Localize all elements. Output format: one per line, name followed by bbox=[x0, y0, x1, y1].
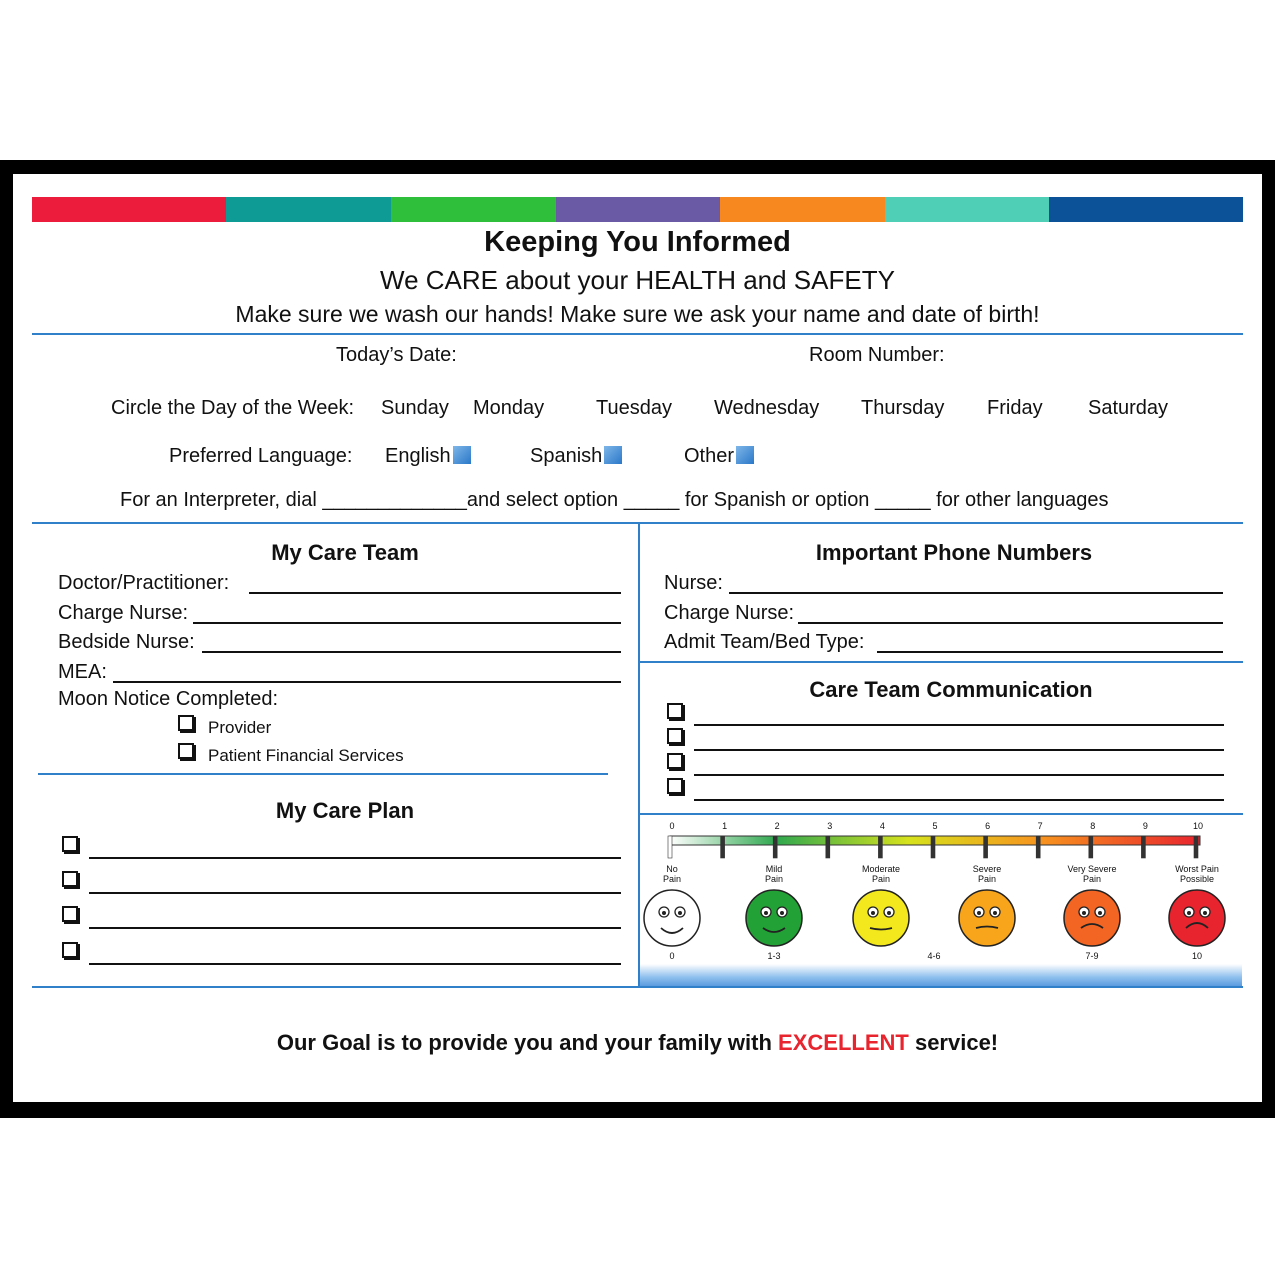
date-label: Today’s Date: bbox=[336, 344, 457, 366]
pain-level-label-line: Pain bbox=[1082, 874, 1101, 884]
pain-level-label bbox=[1062, 864, 1122, 884]
divider bbox=[32, 986, 1243, 988]
admit-team-label: Admit Team/Bed Type: bbox=[664, 631, 865, 653]
color-band bbox=[32, 197, 1243, 222]
language-other-label: Other bbox=[684, 445, 735, 467]
moon-financial-label: Patient Financial Services bbox=[208, 746, 404, 765]
checkbox-icon[interactable] bbox=[178, 743, 194, 759]
language-english-label: English bbox=[385, 445, 451, 467]
bedside-nurse-label: Bedside Nurse: bbox=[58, 631, 195, 653]
communication-line[interactable] bbox=[694, 724, 1224, 726]
pain-number: 9 bbox=[1142, 821, 1148, 831]
care-plan-heading: My Care Plan bbox=[275, 798, 415, 823]
communication-line[interactable] bbox=[694, 749, 1224, 751]
pain-level-label-line: No bbox=[666, 864, 678, 874]
pain-level-label-line: Moderate bbox=[861, 864, 901, 874]
doctor-field[interactable] bbox=[249, 592, 621, 594]
divider bbox=[640, 661, 1243, 663]
pain-tick bbox=[1036, 836, 1040, 858]
pain-face-icon bbox=[957, 888, 1017, 948]
communication-heading: Care Team Communication bbox=[809, 677, 1093, 702]
mea-label: MEA: bbox=[58, 661, 107, 683]
nurse-phone-field[interactable] bbox=[729, 592, 1223, 594]
column-divider bbox=[638, 524, 640, 988]
pain-scale-band bbox=[640, 964, 1242, 988]
pain-level-label-line: Pain bbox=[662, 874, 681, 884]
pain-tick bbox=[721, 836, 725, 858]
day-label: Circle the Day of the Week: bbox=[111, 397, 355, 419]
pain-level-label-line: Very Severe bbox=[1067, 864, 1117, 874]
pain-level-label-line: Pain bbox=[764, 874, 783, 884]
color-band-segment bbox=[391, 197, 556, 222]
pain-range-label: 10 bbox=[1191, 951, 1202, 961]
color-band-segment bbox=[556, 197, 720, 222]
pain-number: 6 bbox=[985, 821, 991, 831]
language-spanish-label: Spanish bbox=[530, 445, 603, 467]
pain-number: 1 bbox=[722, 821, 728, 831]
pain-tick bbox=[1141, 836, 1145, 858]
pain-number: 8 bbox=[1090, 821, 1096, 831]
divider bbox=[640, 813, 1243, 815]
checkbox-icon[interactable] bbox=[736, 446, 754, 464]
charge-nurse-phone-field[interactable] bbox=[798, 622, 1223, 624]
pain-level-label bbox=[957, 864, 1017, 884]
care-team-heading: My Care Team bbox=[271, 540, 419, 565]
divider bbox=[38, 773, 608, 775]
pain-number: 10 bbox=[1192, 821, 1203, 831]
checkbox-icon[interactable] bbox=[667, 728, 683, 744]
mea-field[interactable] bbox=[113, 681, 621, 683]
communication-line[interactable] bbox=[694, 799, 1224, 801]
pain-ruler bbox=[664, 833, 1224, 861]
pain-tick bbox=[773, 836, 777, 858]
day-monday[interactable]: Monday bbox=[473, 397, 545, 419]
day-thursday[interactable]: Thursday bbox=[861, 397, 945, 419]
pain-tick bbox=[668, 836, 672, 858]
pain-number: 4 bbox=[879, 821, 885, 831]
pain-level-label bbox=[1167, 864, 1227, 884]
page-title: Keeping You Informed bbox=[484, 226, 791, 258]
language-spanish[interactable] bbox=[530, 445, 622, 468]
footer-goal bbox=[0, 1030, 1275, 1056]
communication-line[interactable] bbox=[694, 774, 1224, 776]
pain-level-label bbox=[642, 864, 702, 884]
pain-level-label-line: Mild bbox=[765, 864, 783, 874]
divider bbox=[32, 333, 1243, 335]
checkbox-icon[interactable] bbox=[604, 446, 622, 464]
day-sunday[interactable]: Sunday bbox=[381, 397, 449, 419]
checkbox-icon[interactable] bbox=[178, 715, 194, 731]
phone-heading: Important Phone Numbers bbox=[815, 540, 1093, 565]
nurse-phone-label: Nurse: bbox=[664, 572, 723, 594]
footer-highlight: EXCELLENT bbox=[778, 1030, 909, 1055]
checkbox-icon[interactable] bbox=[62, 871, 78, 887]
color-band-segment bbox=[885, 197, 1049, 222]
pain-level-label bbox=[851, 864, 911, 884]
pain-range-label: 7-9 bbox=[1085, 951, 1099, 961]
checkbox-icon[interactable] bbox=[667, 778, 683, 794]
pain-tick bbox=[1194, 836, 1198, 858]
checkbox-icon[interactable] bbox=[62, 942, 78, 958]
pain-number: 0 bbox=[669, 821, 675, 831]
page-subtitle: We CARE about your HEALTH and SAFETY bbox=[380, 265, 895, 295]
language-english[interactable] bbox=[385, 445, 471, 468]
color-band-segment bbox=[32, 197, 226, 222]
color-band-segment bbox=[720, 197, 885, 222]
pain-level-label-line: Severe bbox=[972, 864, 1002, 874]
charge-nurse-field[interactable] bbox=[193, 622, 621, 624]
pain-tick bbox=[1089, 836, 1093, 858]
pain-tick bbox=[878, 836, 882, 858]
charge-nurse-label: Charge Nurse: bbox=[58, 602, 189, 624]
checkbox-icon[interactable] bbox=[453, 446, 471, 464]
pain-range-label: 0 bbox=[669, 951, 675, 961]
footer-text-before: Our Goal is to provide you and your family with bbox=[276, 1030, 779, 1055]
interpreter-instructions: For an Interpreter, dial _____________and select option _____ for Spanish or option _____ for other languages bbox=[120, 489, 1109, 511]
day-saturday[interactable]: Saturday bbox=[1088, 397, 1169, 419]
checkbox-icon[interactable] bbox=[62, 906, 78, 922]
care-plan-line[interactable] bbox=[89, 963, 621, 965]
moon-provider-label: Provider bbox=[208, 718, 272, 737]
care-plan-line[interactable] bbox=[89, 892, 621, 894]
pain-range-label: 4-6 bbox=[927, 951, 941, 961]
pain-face-icon bbox=[1167, 888, 1227, 948]
pain-number: 3 bbox=[827, 821, 833, 831]
pain-range-label: 1-3 bbox=[767, 951, 781, 961]
pain-number: 2 bbox=[774, 821, 780, 831]
care-plan-line[interactable] bbox=[89, 927, 621, 929]
pain-tick bbox=[931, 836, 935, 858]
language-other[interactable] bbox=[684, 445, 754, 468]
language-label: Preferred Language: bbox=[169, 445, 353, 467]
pain-level-label-line: Pain bbox=[977, 874, 996, 884]
pain-face-icon bbox=[744, 888, 804, 948]
pain-face-icon bbox=[851, 888, 911, 948]
pain-level-label-line: Worst Pain bbox=[1175, 864, 1219, 874]
color-band-segment bbox=[1049, 197, 1243, 222]
day-tuesday[interactable]: Tuesday bbox=[596, 397, 672, 419]
footer-text-after: service! bbox=[908, 1030, 999, 1055]
pain-face-icon bbox=[642, 888, 702, 948]
pain-number: 7 bbox=[1037, 821, 1043, 831]
pain-level-label bbox=[744, 864, 804, 884]
doctor-label: Doctor/Practitioner: bbox=[58, 572, 230, 594]
color-band-segment bbox=[226, 197, 391, 222]
bedside-nurse-field[interactable] bbox=[202, 651, 621, 653]
pain-face-icon bbox=[1062, 888, 1122, 948]
pain-tick bbox=[826, 836, 830, 858]
safety-reminder: Make sure we wash our hands! Make sure we ask your name and date of birth! bbox=[235, 301, 1040, 327]
care-plan-line[interactable] bbox=[89, 857, 621, 859]
checkbox-icon[interactable] bbox=[667, 703, 683, 719]
room-label: Room Number: bbox=[809, 344, 945, 366]
moon-notice-label: Moon Notice Completed: bbox=[58, 688, 279, 710]
checkbox-icon[interactable] bbox=[62, 836, 78, 852]
pain-level-label-line: Pain bbox=[871, 874, 890, 884]
day-wednesday[interactable]: Wednesday bbox=[714, 397, 820, 419]
pain-tick bbox=[984, 836, 988, 858]
checkbox-icon[interactable] bbox=[667, 753, 683, 769]
pain-number: 5 bbox=[932, 821, 938, 831]
pain-level-label-line: Possible bbox=[1179, 874, 1215, 884]
charge-nurse-phone-label: Charge Nurse: bbox=[664, 602, 795, 624]
day-friday[interactable]: Friday bbox=[987, 397, 1043, 419]
admit-team-field[interactable] bbox=[877, 651, 1223, 653]
